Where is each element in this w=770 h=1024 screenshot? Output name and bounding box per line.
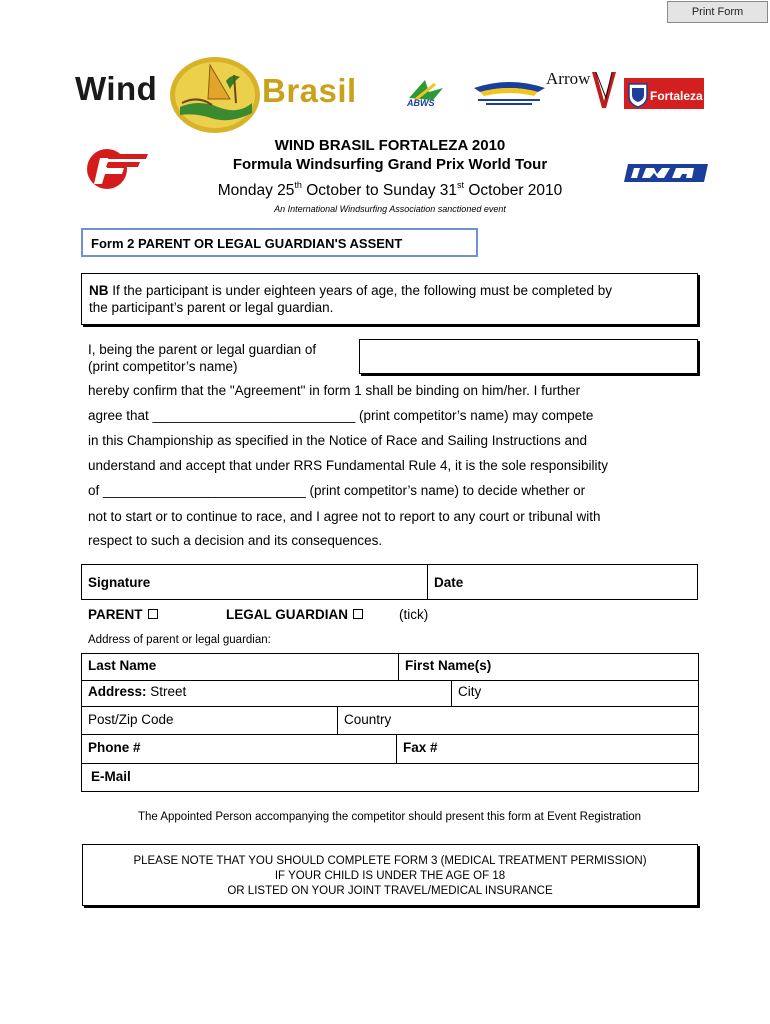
fortaleza-logo-label: Fortaleza xyxy=(650,89,703,103)
address-col-divider xyxy=(398,653,399,680)
wind-brasil-emblem-icon xyxy=(168,55,262,135)
union-logo-icon xyxy=(472,78,547,110)
declaration-line6: understand and accept that under RRS Fundamental Rule 4, it is the sole responsibility xyxy=(88,458,609,473)
phone-field[interactable]: Phone # xyxy=(88,740,141,755)
nb-text1: If the participant is under eighteen years of age, the following must be completed by xyxy=(108,283,613,298)
event-series: Formula Windsurfing Grand Prix World Tour xyxy=(232,156,548,173)
event-name: WIND BRASIL FORTALEZA 2010 xyxy=(274,137,506,154)
postcode-field[interactable]: Post/Zip Code xyxy=(88,712,174,727)
arrow-logo-text: Arrow xyxy=(546,69,591,88)
email-field[interactable]: E-Mail xyxy=(91,769,131,784)
address-caption: Address of parent or legal guardian: xyxy=(88,634,271,646)
arrow-logo-icon xyxy=(546,68,618,108)
registration-note: The Appointed Person accompanying the competitor should present this form at Event Registration xyxy=(137,811,642,823)
medical-notice-line3: OR LISTED ON YOUR JOINT TRAVEL/MEDICAL INSURANCE xyxy=(227,885,553,897)
event-dates-sup2: st xyxy=(457,180,465,190)
street-label: Street xyxy=(146,684,187,699)
declaration-line7: of ___________________________ (print competitor’s name) to decide whether or xyxy=(88,483,586,498)
event-dates-part1: Monday 25 xyxy=(217,182,295,199)
event-dates-part3: October 2010 xyxy=(464,182,563,199)
address-row-divider xyxy=(81,706,699,707)
parent-option xyxy=(88,607,158,622)
formula-windsurfing-logo-icon xyxy=(86,148,150,190)
last-name-field[interactable]: Last Name xyxy=(88,658,157,673)
tick-hint: (tick) xyxy=(399,607,429,622)
address-row-divider xyxy=(81,763,699,764)
address-row-divider xyxy=(81,734,699,735)
country-field[interactable]: Country xyxy=(344,712,392,727)
nb-notice xyxy=(81,273,698,325)
print-form-button[interactable]: Print Form xyxy=(667,1,768,23)
city-field[interactable]: City xyxy=(458,684,482,699)
date-label: Date xyxy=(434,575,464,590)
date-field[interactable] xyxy=(429,566,697,598)
signature-divider xyxy=(427,564,428,600)
medical-notice-line1: PLEASE NOTE THAT YOU SHOULD COMPLETE FORM 3 (MEDICAL TREATMENT PERMISSION) xyxy=(133,855,647,867)
declaration-line1: I, being the parent or legal guardian of xyxy=(88,342,317,357)
declaration-line9: respect to such a decision and its consequences. xyxy=(88,533,383,548)
parent-checkbox[interactable] xyxy=(148,609,158,619)
event-dates xyxy=(170,175,610,201)
competitor-name-input[interactable] xyxy=(359,339,698,374)
address-row-divider xyxy=(81,680,699,681)
declaration-line4: agree that ___________________________ (print competitor’s name) may compete xyxy=(88,408,594,423)
declaration-line2: (print competitor’s name) xyxy=(88,359,238,374)
first-names-field[interactable]: First Name(s) xyxy=(405,658,492,673)
nb-line1 xyxy=(89,282,690,299)
iwa-logo-icon xyxy=(624,162,708,184)
declaration-line8: not to start or to continue to race, and I agree not to report to any court or tribunal with xyxy=(88,509,601,524)
medical-notice xyxy=(82,844,698,906)
event-dates-sup1: th xyxy=(294,180,302,190)
fax-field[interactable]: Fax # xyxy=(403,740,438,755)
guardian-label: LEGAL GUARDIAN xyxy=(226,607,349,622)
address-col-divider xyxy=(451,680,452,706)
signature-label: Signature xyxy=(88,575,151,590)
event-sanction: An International Windsurfing Association sanctioned event xyxy=(274,204,506,214)
declaration-line3: hereby confirm that the "Agreement" in form 1 shall be binding on him/her. I further xyxy=(88,383,581,398)
parent-label: PARENT xyxy=(88,607,143,622)
nb-line2: the participant’s parent or legal guardian. xyxy=(89,300,334,315)
address-col-divider xyxy=(396,734,397,763)
guardian-option xyxy=(226,607,363,622)
declaration-line5: in this Championship as specified in the Notice of Race and Sailing Instructions and xyxy=(88,433,588,448)
nb-label: NB xyxy=(89,283,109,298)
brasil-logo-text: Brasil xyxy=(262,72,357,109)
event-dates-part2: October to Sunday 31 xyxy=(301,182,458,199)
event-title-block xyxy=(170,136,610,216)
fortaleza-crest-icon xyxy=(627,80,649,108)
street-field[interactable] xyxy=(88,684,186,699)
wind-logo-text: Wind xyxy=(75,70,158,107)
address-col-divider xyxy=(337,706,338,734)
address-label: Address: xyxy=(88,684,147,699)
medical-notice-line2: IF YOUR CHILD IS UNDER THE AGE OF 18 xyxy=(274,870,506,882)
guardian-checkbox[interactable] xyxy=(353,609,363,619)
signature-field[interactable] xyxy=(82,566,426,598)
abws-logo-label: ABWS xyxy=(407,98,435,108)
form-title: Form 2 PARENT OR LEGAL GUARDIAN'S ASSENT xyxy=(81,228,478,257)
